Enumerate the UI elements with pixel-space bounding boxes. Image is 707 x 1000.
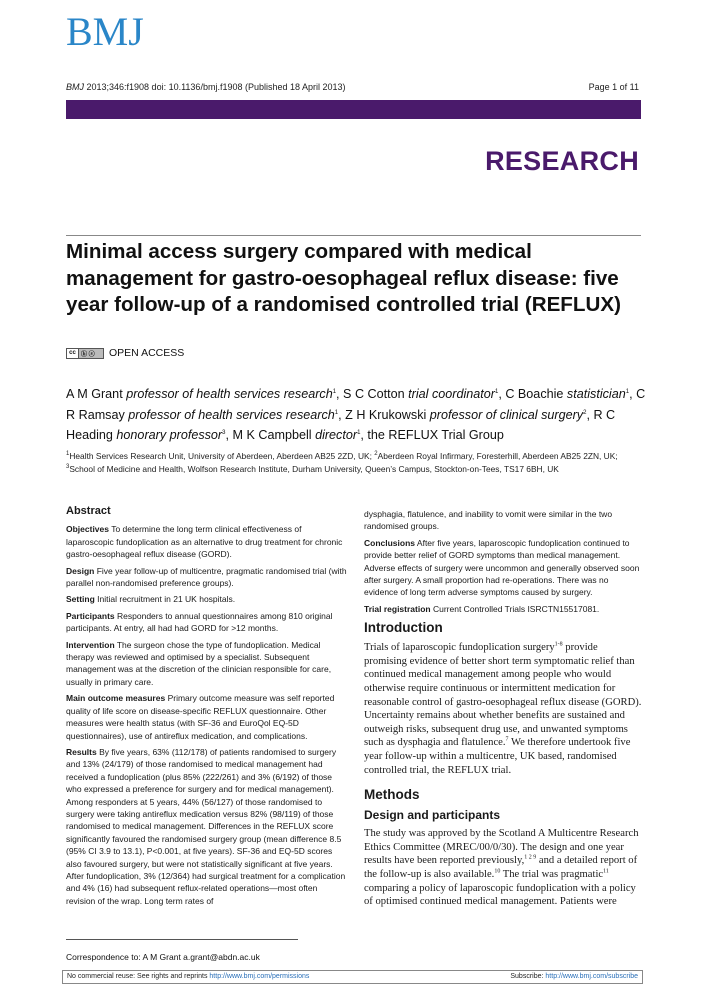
correspondence: Correspondence to: A M Grant a.grant@abdn.ac.uk xyxy=(66,952,260,962)
permissions-link[interactable]: http://www.bmj.com/permissions xyxy=(209,973,310,980)
author-list xyxy=(66,384,646,446)
footnote-rule xyxy=(66,939,298,940)
abstract-design: Design Five year follow-up of multicentre, pragmatic randomised trial (with parallel non-randomised preference groups). xyxy=(66,565,347,589)
author: C Boachie statistician$^1$, xyxy=(505,387,637,401)
citation-line xyxy=(66,82,346,92)
abstract-results: Results By five years, 63% (112/178) of patients randomised to surgery and 13% (24/179) of those randomised to medical management had received a fundoplication (plus 85% (222/261) and 3% (6/192) of those who expressed a preference for surgery and for medical management). Among responders at 5 years, 44% (56/127) of those randomised to surgery were taking antireflux medication versus 82% (98/119) of those randomised to medical management. Differences in the REFLUX score significantly favoured the randomised surgery group (mean difference 8.5 (95% CI 3.9 to 13.1), P<0.001, at five years). SF-36 and EQ-5D scores also favoured surgery, but were not statistically significant at five years. After fundoplication, 3% (12/364) had surgical treatment for a complication and 4% (16) had subsequent reflux-related operations—most often revision of the wrap. Long term rates of xyxy=(66,746,346,906)
open-access-label: OPEN ACCESS xyxy=(109,347,185,359)
affiliations: $^1$Health Services Research Unit, University of Aberdeen, Aberdeen AB25 2ZD, UK; $^2$Aberdeen Royal Infirmary, Foresterhill, Aberdeen AB25 2ZN, UK; $^3$School of Medicine and Health, Wolfson Research Institute, Durham University, Queen’s Campus, Stockton-on-Tees, TS17 6BH, UK xyxy=(66,451,618,474)
header-bar xyxy=(66,100,641,119)
subscribe-link[interactable]: http://www.bmj.com/subscribe xyxy=(545,973,638,980)
abstract-objectives: Objectives To determine the long term clinical effectiveness of laparoscopic fundoplication as an alternative to drug treatment for chronic gastro-oesophageal reflux disease (GORD). xyxy=(66,524,343,560)
page-number: Page 1 of 11 xyxy=(588,82,639,92)
abstract-outcomes: Main outcome measures Primary outcome measure was self reported quality of life score on disease-specific REFLUX questionnaire. Other measures were health status (with SF-36 and EuroQol EQ-5D questionnaires), use of antireflux medication, and complications. xyxy=(66,693,335,741)
footer-bar xyxy=(62,970,643,984)
abstract-trial-registration: Trial registration Current Controlled Trials ISRCTN15517081. xyxy=(364,603,600,614)
methods-heading: Methods xyxy=(364,787,420,803)
bmj-logo: BMJ xyxy=(66,9,144,54)
introduction-heading: Introduction xyxy=(364,620,443,636)
abstract-results-continued: dysphagia, flatulence, and inability to vomit were similar in the two randomised groups. xyxy=(364,509,613,532)
article-title: Minimal access surgery compared with medical management for gastro-oesophageal reflux disease: five year follow-up of a randomised controlled trial (REFLUX) xyxy=(66,240,621,316)
author: R C Heading honorary professor$^3$, xyxy=(66,407,616,443)
abstract-intervention: Intervention The surgeon chose the type of fundoplication. Medical therapy was reviewed and optimised by a specialist. Subsequent management was at the discretion of the clinician responsible for care, usually in primary care. xyxy=(66,639,332,687)
author: S C Cotton trial coordinator$^1$, xyxy=(343,387,506,401)
open-access-row xyxy=(66,347,184,359)
subscribe-notice: Subscribe: http://www.bmj.com/subscribe xyxy=(510,973,638,980)
introduction-paragraph: Trials of laparoscopic fundoplication surgery$^{1-8}$ provide promising evidence of better short term symptomatic relief than continued medical management among people who would otherwise require continuous or intermittent medication for reasonable control of gastro-oesophageal reflux disease (GORD). Uncertainty remains about whether benefits are sustained and outweigh risks, subsequent drug use, and unwanted symptoms such as dysphagia and flatulence.$^7$ We therefore undertook five year follow-up within a multicentre, UK based, randomised controlled trial, the REFLUX trial. xyxy=(364,641,642,776)
author: Z H Krukowski professor of clinical surgery$^2$, xyxy=(345,407,594,422)
section-label: RESEARCH xyxy=(485,146,639,176)
author-group: the REFLUX Trial Group xyxy=(367,428,504,443)
abstract-conclusions: Conclusions After five years, laparoscopic fundoplication continued to provide better relief of GORD symptoms than medical management. Adverse effects of surgery were uncommon and generally observed soon after surgery. A small proportion had re-operations. There was no evidence of long term adverse symptoms caused by surgery. xyxy=(364,537,640,598)
abstract-setting: Setting Initial recruitment in 21 UK hospitals. xyxy=(66,594,236,605)
author: M K Campbell director$^1$, xyxy=(232,428,368,443)
right-column xyxy=(364,508,642,919)
reuse-notice: No commercial reuse: See rights and reprints http://www.bmj.com/permissions xyxy=(67,973,310,980)
methods-paragraph: The study was approved by the Scotland A Multicentre Research Ethics Committee (MREC/00/0/30). The design and one year results have been reported previously,$^{1 2 9}$ and a detailed report of the follow-up is also available.$^{10}$ The trial was pragmatic$^{11}$ comparing a policy of laparoscopic fundoplication with a policy of optimised continued medical management. Patients were xyxy=(364,828,639,908)
design-subheading: Design and participants xyxy=(364,808,501,823)
creative-commons-icon: cc ⓑ ⓢ xyxy=(66,348,104,359)
author: A M Grant professor of health services research$^1$, xyxy=(66,387,344,401)
title-divider xyxy=(66,235,641,236)
abstract-heading: Abstract xyxy=(66,505,111,517)
journal-name: BMJ xyxy=(66,82,84,92)
abstract-participants: Participants Responders to annual questionnaires among 810 original participants. At entry, all had had GORD for >12 months. xyxy=(66,610,333,634)
abstract-left-column xyxy=(66,505,348,911)
author: C R Ramsay professor of health services research$^1$, xyxy=(66,387,646,422)
citation-text: 2013;346:f1908 doi: 10.1136/bmj.f1908 (Published 18 April 2013) xyxy=(84,82,346,92)
